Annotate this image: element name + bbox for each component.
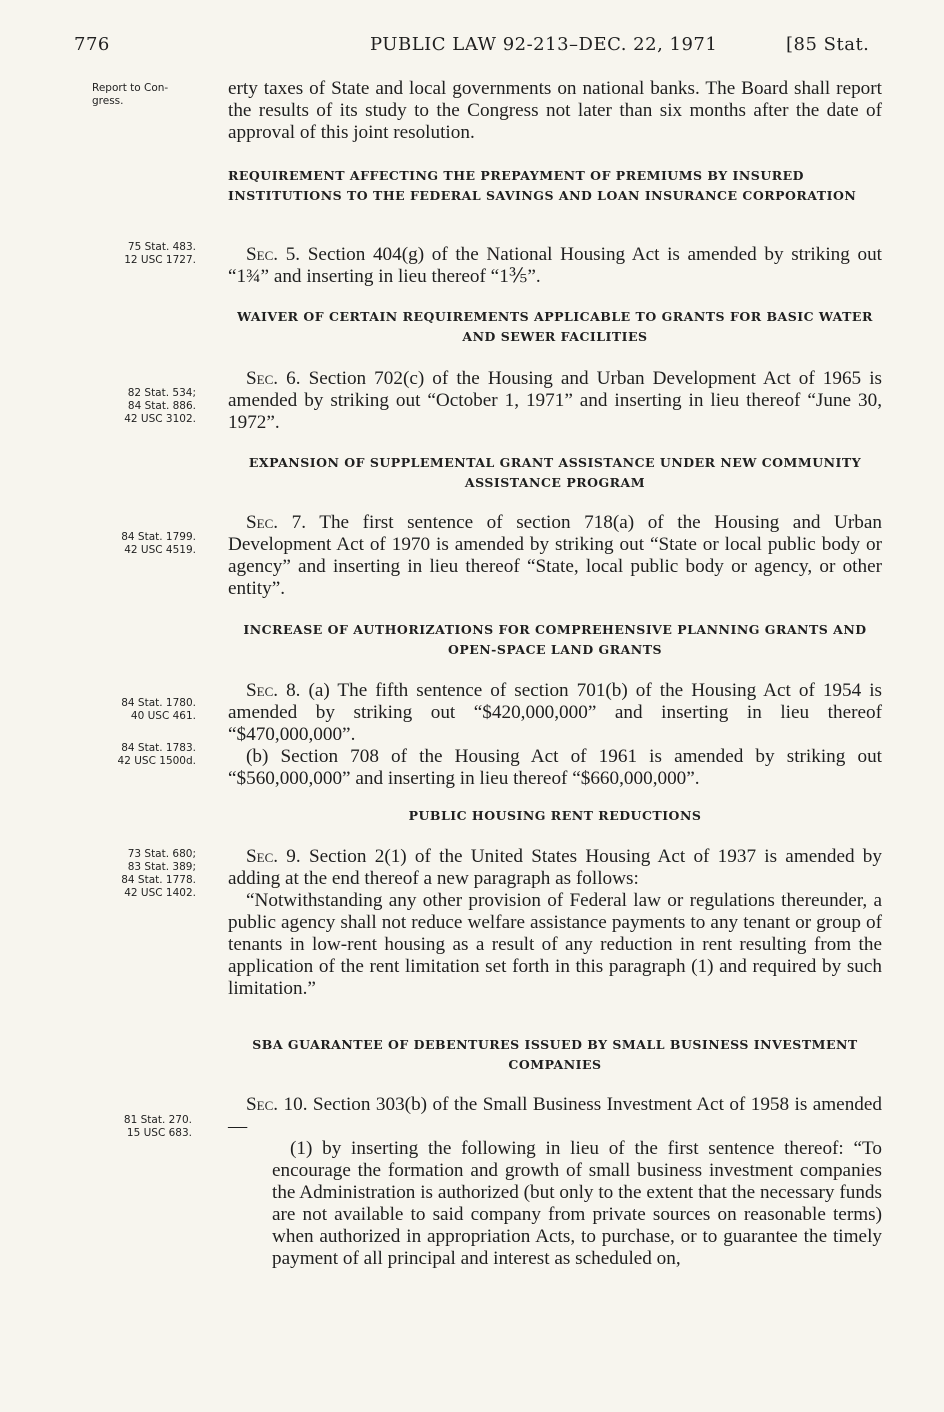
section-label: Sec. 7. — [246, 512, 307, 533]
citation: 42 USC 4519. — [124, 544, 196, 556]
citation: 84 Stat. 886. — [127, 400, 196, 412]
section-label: Sec. 10. — [246, 1094, 308, 1115]
section-6-paragraph — [228, 368, 882, 434]
margin-note-sec8b — [76, 742, 196, 768]
section-heading-6: WAIVER OF CERTAIN REQUIREMENTS APPLICABLE TO GRANTS FOR BASIC WATER AND SEWER FACILITIES — [237, 309, 873, 344]
section-9-quoted-paragraph: “Notwithstanding any other provision of Federal law or regulations thereunder, a public agency shall not reduce welfare assistance payments to any tenant or group of tenants in low-rent housing as a result of any reduction in rent resulting from the application of the rent limitation set forth in this paragraph (1) and required by such limitation.” — [228, 890, 882, 999]
citation: 42 USC 1500d. — [117, 755, 196, 767]
citation: 73 Stat. 680; — [127, 848, 196, 860]
citation: 82 Stat. 534; — [127, 387, 196, 399]
section-heading-5: REQUIREMENT AFFECTING THE PREPAYMENT OF PREMIUMS BY INSURED INSTITUTIONS TO THE FEDERAL SAVINGS AND LOAN INSURANCE CORPORATION — [228, 168, 857, 203]
citation: 84 Stat. 1780. — [121, 697, 196, 709]
citation: 84 Stat. 1778. — [121, 874, 196, 886]
margin-note-sec9 — [76, 848, 196, 900]
margin-note-sec10 — [76, 1114, 192, 1140]
citation: 42 USC 1402. — [124, 887, 196, 899]
intro-paragraph: erty taxes of State and local governments on national banks. The Board shall report the results of its study to the Congress not later than six months after the date of approval of this joint resolution. — [228, 78, 882, 143]
section-heading-7: EXPANSION OF SUPPLEMENTAL GRANT ASSISTANCE UNDER NEW COMMUNITY ASSISTANCE PROGRAM — [248, 455, 862, 490]
section-text: Section 702(c) of the Housing and Urban Development Act of 1965 is amended by striking out “October 1, 1971” and inserting in lieu thereof “June 30, 1972”. — [228, 368, 882, 433]
section-label: Sec. 9. — [246, 846, 301, 867]
margin-note-report: Report to Con- gress. — [92, 82, 169, 107]
citation: 84 Stat. 1799. — [121, 531, 196, 543]
running-title: PUBLIC LAW 92-213–DEC. 22, 1971 — [370, 34, 718, 55]
section-9-paragraph — [228, 846, 882, 890]
citation: 42 USC 3102. — [124, 413, 196, 425]
section-heading-10: SBA GUARANTEE OF DEBENTURES ISSUED BY SMALL BUSINESS INVESTMENT COMPANIES — [252, 1037, 858, 1072]
section-heading-9: PUBLIC HOUSING RENT REDUCTIONS — [408, 808, 702, 823]
citation: 12 USC 1727. — [124, 254, 196, 266]
citation: 81 Stat. 270. — [123, 1114, 192, 1126]
citation: 83 Stat. 389; — [127, 861, 196, 873]
section-label: Sec. 8. — [246, 680, 301, 701]
citation: 84 Stat. 1783. — [121, 742, 196, 754]
margin-note-sec7 — [76, 531, 196, 557]
section-text: Section 303(b) of the Small Business Investment Act of 1958 is amended— — [228, 1094, 883, 1137]
citation: 15 USC 683. — [126, 1127, 192, 1139]
citation: 40 USC 461. — [130, 710, 196, 722]
section-label: Sec. 5. — [246, 244, 301, 265]
statute-volume: [85 Stat. — [786, 34, 870, 55]
margin-note-sec8a — [76, 697, 196, 723]
section-text: (a) The fifth sentence of section 701(b) of the Housing Act of 1954 is amended by striking out “$420,000,000” and inserting in lieu thereof “$470,000,000”. — [228, 680, 882, 745]
section-text: Section 2(1) of the United States Housing Act of 1937 is amended by adding at the end thereof a new paragraph as follows: — [228, 846, 882, 889]
section-10-paragraph — [228, 1094, 882, 1138]
section-8b-paragraph: (b) Section 708 of the Housing Act of 1961 is amended by striking out “$560,000,000” and inserting in lieu thereof “$660,000,000”. — [228, 746, 882, 789]
section-text: Section 404(g) of the National Housing Act is amended by striking out “1¾” and inserting in lieu thereof “1⅗”. — [228, 244, 882, 287]
section-7-paragraph — [228, 512, 882, 600]
section-5-paragraph — [228, 244, 882, 288]
margin-note-sec6 — [76, 387, 196, 426]
section-10-clause-1: (1) by inserting the following in lieu of the first sentence thereof: “To encourage the formation and growth of small business investment companies the Administration is authorized (but only to the extent that the necessary funds are not available to said company from private sources on reasonable terms) when authorized in appropriation Acts, to purchase, or to guarantee the timely payment of all principal and interest as scheduled on, — [272, 1138, 882, 1269]
section-8a-paragraph — [228, 680, 882, 746]
section-text: The first sentence of section 718(a) of the Housing and Urban Development Act of 1970 is amended by striking out “State or local public body or agency” and inserting in lieu thereof “State, local public body or agency, or other entity”. — [228, 512, 882, 599]
page-number: 776 — [74, 34, 110, 55]
section-label: Sec. 6. — [246, 368, 301, 389]
margin-note-sec5 — [76, 241, 196, 267]
citation: 75 Stat. 483. — [127, 241, 196, 253]
section-heading-8: INCREASE OF AUTHORIZATIONS FOR COMPREHENSIVE PLANNING GRANTS AND OPEN-SPACE LAND GRANTS — [243, 622, 867, 657]
